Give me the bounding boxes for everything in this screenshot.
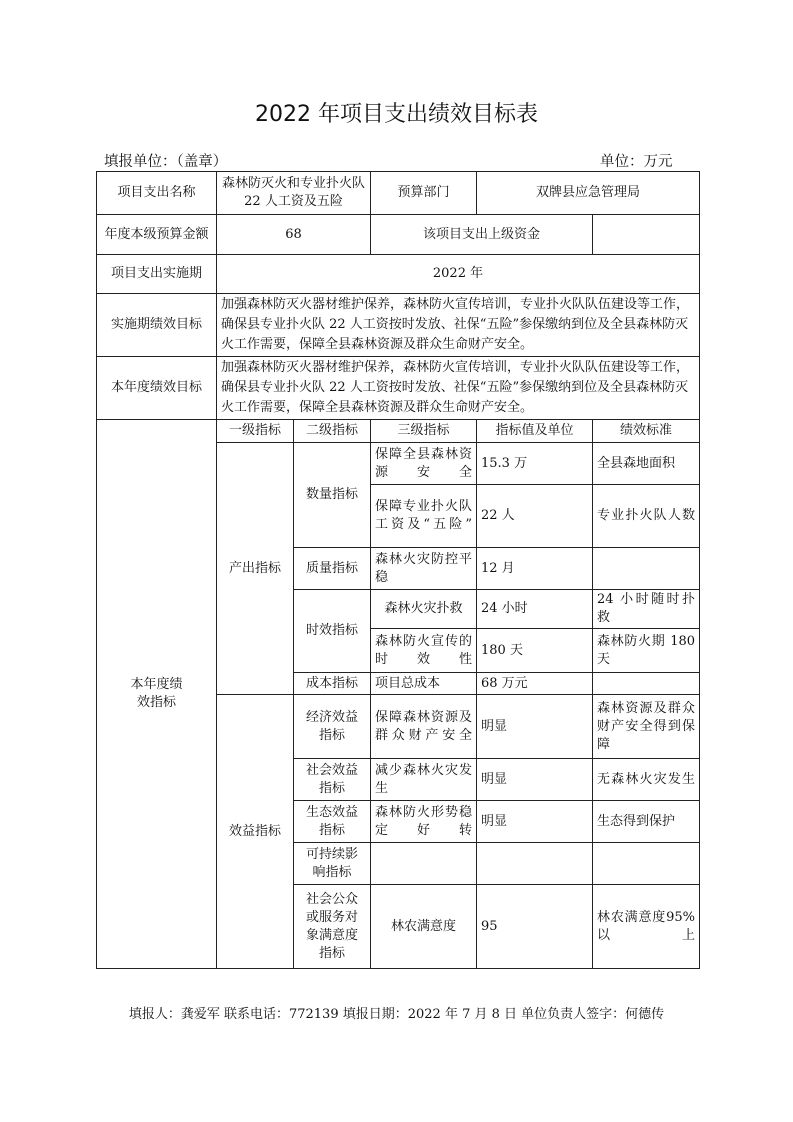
table-row-c3: 保障森林资源及群众财产安全 bbox=[371, 695, 477, 759]
table-row-c4: 180 天 bbox=[477, 629, 593, 673]
qty-label: 数量指标 bbox=[294, 443, 371, 548]
dept-value: 双牌县应急管理局 bbox=[477, 172, 700, 215]
table-row-c4: 22 人 bbox=[477, 485, 593, 548]
period-label: 项目支出实施期 bbox=[97, 255, 217, 294]
econ-label-text: 经济效益指标 bbox=[305, 709, 358, 743]
period-value: 2022 年 bbox=[217, 255, 700, 294]
goal-period-label: 实施期绩效目标 bbox=[97, 294, 217, 357]
table-row-c5 bbox=[593, 843, 700, 885]
col-level1: 一级指标 bbox=[217, 420, 294, 443]
goal-year-label: 本年度绩效目标 bbox=[97, 357, 217, 420]
social-label-text: 社会效益指标 bbox=[305, 762, 358, 796]
table-row-c5: 森林资源及群众财产安全得到保障 bbox=[593, 695, 700, 759]
table-row-c3: 项目总成本 bbox=[371, 673, 477, 695]
budget-value: 68 bbox=[217, 215, 371, 255]
table-row-c5: 生态得到保护 bbox=[593, 801, 700, 843]
table-row-c5 bbox=[593, 673, 700, 695]
eco-label bbox=[294, 801, 371, 843]
table-row-c3: 保障专业扑火队工资及“五险” bbox=[371, 485, 477, 548]
indicators-section-label bbox=[97, 420, 217, 969]
table-row-c3: 森林防火宣传的时效性 bbox=[371, 629, 477, 673]
table-row-c3: 减少森林火灾发生 bbox=[371, 759, 477, 801]
table-row-c4: 95 bbox=[477, 885, 593, 969]
superior-funds-label: 该项目支出上级资金 bbox=[371, 215, 593, 255]
table-row-c3: 森林火灾防控平稳 bbox=[371, 548, 477, 590]
reporting-unit: 填报单位：（盖章） bbox=[104, 154, 228, 170]
col-value-unit: 指标值及单位 bbox=[477, 420, 593, 443]
table-row-c5: 林农满意度95%以上 bbox=[593, 885, 700, 969]
table-row-c4 bbox=[477, 843, 593, 885]
page-title: 2022 年项目支出绩效目标表 bbox=[255, 102, 538, 127]
superior-funds-value bbox=[593, 215, 700, 255]
table-row-c5: 无森林火灾发生 bbox=[593, 759, 700, 801]
quality-label: 质量指标 bbox=[294, 548, 371, 590]
table-row-c5 bbox=[593, 548, 700, 590]
output-label: 产出指标 bbox=[217, 443, 294, 695]
cost-label: 成本指标 bbox=[294, 673, 371, 695]
table-row-c3: 保障全县森林资源安全 bbox=[371, 443, 477, 485]
satisfaction-label bbox=[294, 885, 371, 969]
table-row-c4: 12 月 bbox=[477, 548, 593, 590]
social-label bbox=[294, 759, 371, 801]
eco-label-text: 生态效益指标 bbox=[305, 804, 358, 838]
project-name-label: 项目支出名称 bbox=[97, 172, 217, 215]
table-row-c3: 森林防火形势稳定好转 bbox=[371, 801, 477, 843]
col-standard: 绩效标准 bbox=[593, 420, 700, 443]
goal-period-text: 加强森林防灭火器材维护保养，森林防火宣传培训，专业扑火队队伍建设等工作，确保县专业扑火队 22 人工资按时发放、社保“五险”参保缴纳到位及全县森林防灭火工作需要，保障全县森林资源及群众生命财产安全。 bbox=[217, 294, 700, 357]
budget-label: 年度本级预算金额 bbox=[97, 215, 217, 255]
project-name-value: 森林防灭火和专业扑火队 22 人工资及五险 bbox=[217, 172, 371, 215]
time-label: 时效指标 bbox=[294, 590, 371, 673]
goal-year-text: 加强森林防灭火器材维护保养，森林防火宣传培训，专业扑火队队伍建设等工作，确保县专业扑火队 22 人工资按时发放、社保“五险”参保缴纳到位及全县森林防灭火工作需要，保障全县森林资源及群众生命财产安全。 bbox=[217, 357, 700, 420]
table-row-c4: 明显 bbox=[477, 801, 593, 843]
performance-table bbox=[96, 171, 700, 969]
col-level3: 三级指标 bbox=[371, 420, 477, 443]
table-row-c5: 森林防火期 180 天 bbox=[593, 629, 700, 673]
footer-signature-line: 填报人：龚爱军 联系电话：772139 填报日期：2022 年 7 月 8 日 单位负责人签字：何德传 bbox=[128, 1007, 665, 1022]
table-row-c4: 明显 bbox=[477, 759, 593, 801]
sustain-label-text: 可持续影响指标 bbox=[305, 846, 358, 880]
table-row-c4: 明显 bbox=[477, 695, 593, 759]
table-row-c4: 24 小时 bbox=[477, 590, 593, 629]
table-row-c3: 森林火灾扑救 bbox=[371, 590, 477, 629]
econ-label bbox=[294, 695, 371, 759]
sustain-label bbox=[294, 843, 371, 885]
table-row-c3: 林农满意度 bbox=[371, 885, 477, 969]
table-row-c5: 24 小时随时扑救 bbox=[593, 590, 700, 629]
table-row-c3 bbox=[371, 843, 477, 885]
indicators-section-text: 本年度绩效指标 bbox=[130, 677, 183, 710]
satisfaction-label-text: 社会公众或服务对象满意度指标 bbox=[305, 891, 358, 961]
table-row-c4: 15.3 万 bbox=[477, 443, 593, 485]
table-row-c4: 68 万元 bbox=[477, 673, 593, 695]
table-row-c5: 全县森地面积 bbox=[593, 443, 700, 485]
benefit-label: 效益指标 bbox=[217, 695, 294, 969]
table-row-c5: 专业扑火队人数 bbox=[593, 485, 700, 548]
unit-label: 单位：万元 bbox=[600, 154, 673, 170]
col-level2: 二级指标 bbox=[294, 420, 371, 443]
dept-label: 预算部门 bbox=[371, 172, 477, 215]
